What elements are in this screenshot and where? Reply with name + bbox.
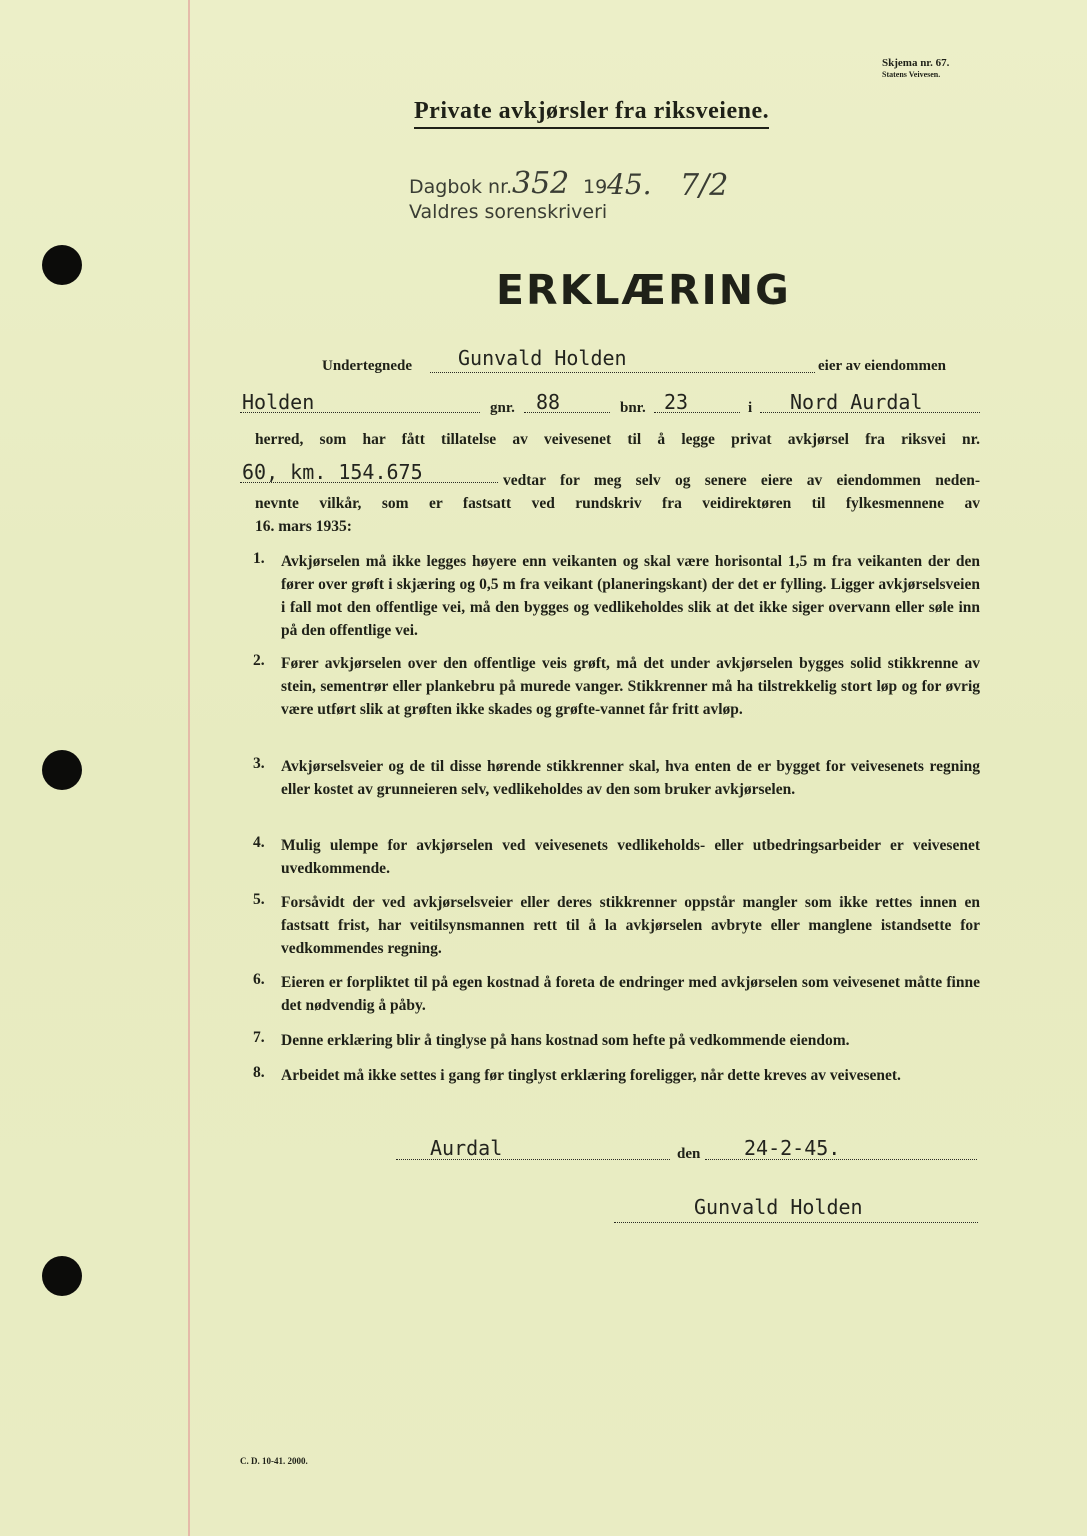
form-number-block bbox=[882, 56, 949, 81]
margin-line bbox=[188, 0, 190, 1536]
herred-text: herred, som har fått tillatelse av veivesenet til å legge privat avkjørsel fra riksvei nr. bbox=[255, 431, 980, 448]
signature-name: Gunvald Holden bbox=[694, 1195, 863, 1219]
condition-number: 5. bbox=[253, 891, 265, 908]
punch-hole bbox=[42, 245, 82, 285]
vedtar-continuation: nevnte vilkår, som er fastsatt ved rundskriv fra veidirektøren til fylkesmennene av bbox=[255, 495, 980, 512]
property-value: Holden bbox=[242, 390, 315, 414]
vedtar-date: 16. mars 1935: bbox=[255, 518, 352, 535]
footer-code: C. D. 10-41. 2000. bbox=[240, 1456, 308, 1466]
place-value: Aurdal bbox=[430, 1136, 503, 1160]
date-mark: 7/2 bbox=[680, 168, 729, 203]
form-issuer: Statens Veivesen. bbox=[882, 70, 941, 80]
i-label: i bbox=[748, 400, 753, 416]
condition-text: Eieren er forpliktet til på egen kostnad å foreta de endringer med avkjørselen som veivesenet måtte finne det nødvendig å påby. bbox=[281, 974, 980, 1014]
gnr-label: gnr. bbox=[490, 400, 515, 416]
condition-text: Arbeidet må ikke settes i gang før tinglyst erklæring foreligger, når dette kreves av veivesenet. bbox=[281, 1067, 901, 1084]
eier-label: eier av eiendommen bbox=[818, 358, 947, 374]
office-name: Valdres sorenskriveri bbox=[409, 201, 608, 223]
punch-hole bbox=[42, 750, 82, 790]
date-value: 24-2-45. bbox=[744, 1136, 841, 1160]
condition-text: Avkjørselsveier og de til disse hørende stikkrenner skal, hva enten de er bygget for veivesenets regning eller kostet av grunneieren selv, vedlikeholdes av den som bruker avkjørselen. bbox=[281, 758, 980, 798]
condition-number: 7. bbox=[253, 1029, 265, 1046]
year-prefix: 19 bbox=[583, 176, 608, 198]
den-label: den bbox=[677, 1146, 701, 1162]
undertegnede-label: Undertegnede bbox=[322, 358, 412, 374]
dotted-line bbox=[614, 1222, 978, 1223]
document-title: Private avkjørsler fra riksveiene. bbox=[414, 98, 769, 129]
gnr-value: 88 bbox=[536, 390, 561, 414]
condition-number: 6. bbox=[253, 971, 265, 988]
condition-number: 1. bbox=[253, 550, 265, 567]
vedtar-text: vedtar for meg selv og senere eiere av eiendommen neden- bbox=[503, 472, 980, 489]
condition-text: Forsåvidt der ved avkjørselsveier eller deres stikkrenner oppstår mangler som ikke rettes innen en fastsatt frist, har veitilsynsmannen rett til å la avkjørselen avbryte eller manglene istandsette for vedkommendes regning. bbox=[281, 894, 980, 957]
condition-text: Denne erklæring blir å tinglyse på hans kostnad som hefte på vedkommende eiendom. bbox=[281, 1032, 850, 1049]
dagbok-number: 352 bbox=[512, 166, 570, 201]
municipality-value: Nord Aurdal bbox=[790, 390, 923, 414]
condition-text: Fører avkjørselen over den offentlige veis grøft, må det under avkjørselen bygges solid stikkrenne av stein, sementrør eller plankebru på murede vanger. Stikkrenner må ha tilstrekkelig stort løp og for øvrig være utført slik at grøften ikke skades og grøfte-vannet får fritt avløp. bbox=[281, 655, 980, 718]
dagbok-label: Dagbok nr. bbox=[409, 176, 513, 198]
condition-text: Mulig ulempe for avkjørselen ved veivesenets vedlikeholds- eller utbedringsarbeider er veivesenet uvedkommende. bbox=[281, 837, 980, 877]
condition-number: 2. bbox=[253, 652, 265, 669]
punch-hole bbox=[42, 1256, 82, 1296]
declaration-heading: ERKLÆRING bbox=[496, 266, 791, 314]
road-value: 60, km. 154.675 bbox=[242, 460, 423, 484]
dotted-line bbox=[430, 372, 815, 373]
condition-number: 3. bbox=[253, 755, 265, 772]
condition-text: Avkjørselen må ikke legges høyere enn veikanten og skal være horisontal 1,5 m fra veikanten der den fører over grøft i skjæring og 0,5 m fra veikant (planeringskant) der det er fylling. Ligger avkjørselsveien i fall mot den offentlige vei, må den bygges og vedlikeholdes slik at det ikke siger overvann eller søle inn på den offentlige vei. bbox=[281, 553, 980, 639]
year-suffix: 45. bbox=[607, 168, 652, 201]
bnr-label: bnr. bbox=[620, 400, 646, 416]
bnr-value: 23 bbox=[664, 390, 689, 414]
condition-number: 4. bbox=[253, 834, 265, 851]
undertegnede-value: Gunvald Holden bbox=[458, 346, 627, 370]
condition-number: 8. bbox=[253, 1064, 265, 1081]
form-number: Skjema nr. 67. bbox=[882, 57, 950, 69]
